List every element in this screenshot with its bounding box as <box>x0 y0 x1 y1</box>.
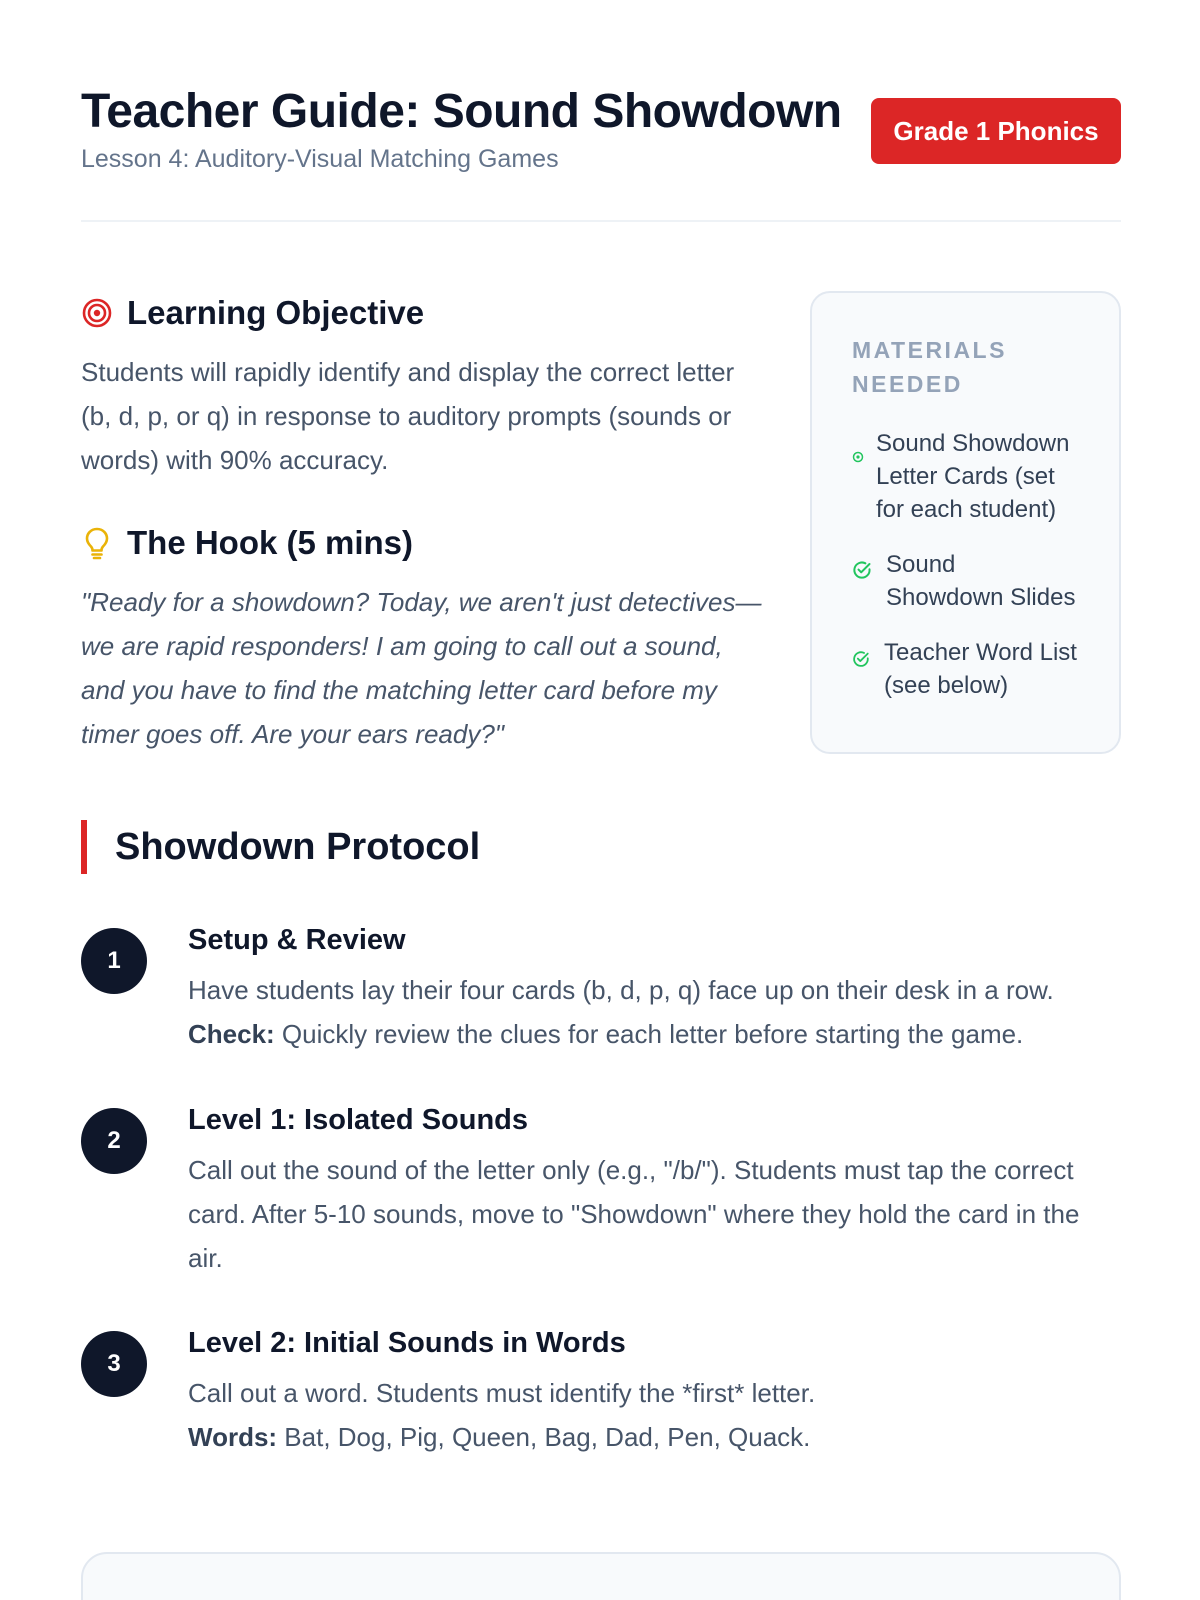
bottom-card <box>81 1552 1121 1600</box>
check-circle-icon <box>852 556 872 589</box>
step-title: Level 1: Isolated Sounds <box>188 1104 529 1136</box>
step-title: Setup & Review <box>188 924 406 956</box>
material-label: Sound Showdown Letter Cards (set for each student) <box>876 430 1070 523</box>
step-body <box>188 1323 1108 1459</box>
step-body <box>188 1100 1108 1280</box>
list-item <box>852 636 1079 702</box>
material-label: Sound Showdown Slides <box>886 551 1076 611</box>
page-header <box>81 84 1121 173</box>
page-title: Teacher Guide: Sound Showdown <box>81 85 842 138</box>
step-text <box>188 968 1108 1056</box>
step-instruction: Have students lay their four cards (b, d, p, q) face up on their desk in a row. <box>188 975 1054 1005</box>
step-text <box>188 1371 1108 1459</box>
list-item <box>852 427 1079 526</box>
hook-heading-row <box>81 524 413 562</box>
objective-heading-row <box>81 294 424 332</box>
step-label: Words: <box>188 1422 278 1452</box>
step-number: 1 <box>81 928 147 994</box>
list-item <box>852 548 1079 614</box>
materials-title: MATERIALS NEEDED <box>852 337 1007 397</box>
step-title: Level 2: Initial Sounds in Words <box>188 1327 626 1359</box>
protocol-heading: Showdown Protocol <box>115 825 481 868</box>
header-divider <box>81 220 1121 222</box>
objective-heading: Learning Objective <box>127 294 425 331</box>
accent-bar <box>81 820 87 874</box>
page-subtitle: Lesson 4: Auditory-Visual Matching Games <box>81 145 559 173</box>
step-number: 2 <box>81 1108 147 1174</box>
objective-text: Students will rapidly identify and display the correct letter (b, d, p, or q) in response to auditory prompts (sounds or words) with 90% accuracy. <box>81 357 735 475</box>
material-label: Teacher Word List (see below) <box>884 639 1077 699</box>
hook-quote: "Ready for a showdown? Today, we aren't just detectives—we are rapid responders! I am going to call out a sound, and you have to find the matching letter card before my timer goes off. Are your ears ready?" <box>81 587 762 749</box>
hook-heading: The Hook (5 mins) <box>127 524 414 561</box>
step-detail: Quickly review the clues for each letter before starting the game. <box>274 1019 1024 1049</box>
grade-badge: Grade 1 Phonics <box>871 98 1121 164</box>
check-circle-icon <box>852 644 870 677</box>
materials-card <box>810 291 1121 754</box>
lightbulb-icon <box>81 526 113 560</box>
target-icon <box>81 297 113 329</box>
step-instruction: Call out a word. Students must identify the *first* letter. <box>188 1378 816 1408</box>
step-number: 3 <box>81 1331 147 1397</box>
protocol-heading-row <box>81 820 480 874</box>
circle-dot-icon <box>852 439 864 472</box>
step-detail: Bat, Dog, Pig, Queen, Bag, Dad, Pen, Quack. <box>277 1422 811 1452</box>
step-body <box>188 920 1108 1056</box>
step-text: Call out the sound of the letter only (e.g., "/b/"). Students must tap the correct card. After 5-10 sounds, move to "Showdown" where they hold the card in the air. <box>188 1155 1080 1273</box>
materials-list <box>852 427 1079 702</box>
step-label: Check: <box>188 1019 275 1049</box>
